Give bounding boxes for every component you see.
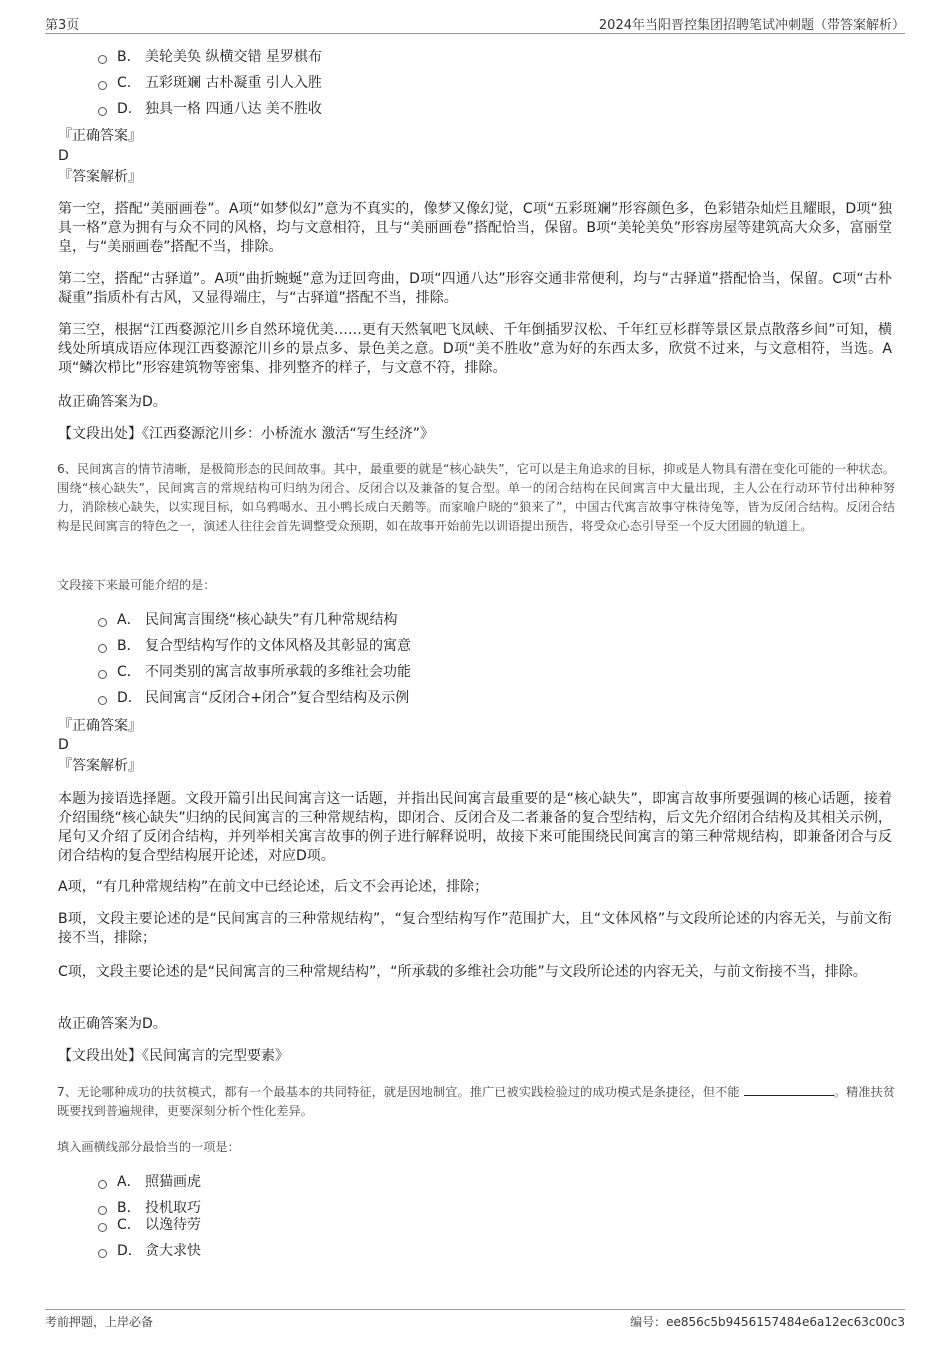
q7-option-a[interactable]: A． 照猫画虎 (98, 1172, 201, 1192)
page-number: 第3页 (45, 18, 80, 33)
document-title: 2024年当阳晋控集团招聘笔试冲刺题（带答案解析） (598, 18, 905, 33)
footer-slogan: 考前押题，上岸必备 (45, 1315, 154, 1329)
q6-answer: D (58, 737, 69, 753)
q7-prompt: 填入画横线部分最恰当的一项是： (57, 1140, 240, 1154)
radio-icon[interactable] (98, 618, 107, 627)
q7-option-c[interactable]: C． 以逸待劳 (98, 1215, 201, 1235)
q7-option-b[interactable]: B． 投机取巧 (98, 1198, 201, 1218)
page-footer (45, 1313, 905, 1333)
q6-option-a[interactable]: A． 民间寓言围绕“核心缺失”有几种常规结构 (98, 610, 398, 630)
footer-divider (45, 1309, 905, 1310)
q6-prompt: 文段接下来最可能介绍的是： (57, 578, 216, 592)
radio-icon[interactable] (98, 107, 107, 116)
radio-icon[interactable] (98, 1180, 107, 1189)
q5-conclusion: 故正确答案为D。 (58, 394, 167, 410)
q5-answer-tag: 『正确答案』 (58, 128, 142, 144)
radio-icon[interactable] (98, 696, 107, 705)
q5-analysis-tag: 『答案解析』 (58, 169, 142, 185)
radio-icon[interactable] (98, 670, 107, 679)
q5-option-d[interactable]: D. 独具一格 四通八达 美不胜收 (98, 99, 322, 119)
q6-option-b[interactable]: B． 复合型结构写作的文体风格及其彰显的寓意 (98, 636, 411, 656)
fill-blank (744, 1083, 834, 1096)
q6-conclusion: 故正确答案为D。 (58, 1016, 167, 1032)
q6-option-c[interactable]: C． 不同类别的寓言故事所承载的多维社会功能 (98, 662, 411, 682)
q6-source: 【文段出处】《民间寓言的完型要素》 (58, 1048, 289, 1064)
header-divider (45, 33, 905, 34)
q7-stem: 7、无论哪种成功的扶贫模式，都有一个最基本的共同特征，就是因地制宜。推广已被实践检验过的成功模式是条捷径，但不能 。精准扶贫既要找到普遍规律，更要深刻分析个性化差异。 (57, 1085, 896, 1118)
q6-analysis-c: C项，文段主要论述的是“民间寓言的三种常规结构”，“所承载的多维社会功能”与文段所论述的内容无关，与前文衔接不当，排除。 (58, 964, 867, 980)
radio-icon[interactable] (98, 1249, 107, 1258)
radio-icon[interactable] (98, 1223, 107, 1232)
q6-analysis-b: B项，文段主要论述的是“民间寓言的三种常规结构”，“复合型结构写作”范围扩大，且“文体风格”与文段所论述的内容无关，与前文衔接不当，排除； (58, 911, 892, 946)
q5-option-c[interactable]: C. 五彩斑斓 古朴凝重 引人入胜 (98, 73, 322, 93)
q5-analysis-2: 第二空，搭配“古驿道”。A项“曲折蜿蜒”意为迂回弯曲，D项“四通八达”形容交通非常便利，均与“古驿道”搭配恰当，保留。C项“古朴凝重”指质朴有古风，又显得端庄，与“古驿道”搭配不当，排除。 (58, 271, 892, 306)
q7-option-d[interactable]: D． 贪大求快 (98, 1241, 201, 1261)
document-id: 编号：ee856c5b9456157484e6a12ec63c00c3 (630, 1315, 905, 1329)
q6-option-d[interactable]: D． 民间寓言“反闭合+闭合”复合型结构及示例 (98, 688, 409, 708)
q6-analysis-1: 本题为接语选择题。文段开篇引出民间寓言这一话题，并指出民间寓言最重要的是“核心缺失”，即寓言故事所要强调的核心话题，接着介绍围绕“核心缺失”归纳的民间寓言的三种常规结构，即闭合、反闭合及二者兼备的复合型结构，后文先介绍闭合结构及其相关示例，尾句又介绍了反闭合结构，并列举相关寓言故事的例子进行解释说明，故接下来可能围绕民间寓言的第三种常规结构，即兼备闭合与反闭合结构的复合型结构展开论述，对应D项。 (58, 791, 892, 864)
q6-answer-tag: 『正确答案』 (58, 718, 142, 734)
q5-analysis-3: 第三空，根据“江西婺源沱川乡自然环境优美……更有天然氧吧飞凤峡、千年倒插罗汉松、千年红豆杉群等景区景点散落乡间”可知，横线处所填成语应体现江西婺源沱川乡的景点多、景色美之意。D项“美不胜收”意为好的东西太多，欣赏不过来，与文意相符，当选。A项“鳞次栉比”形容建筑物等密集、排列整齐的样子，与文意不符，排除。 (58, 322, 892, 376)
q5-answer: D (58, 148, 69, 164)
radio-icon[interactable] (98, 55, 107, 64)
radio-icon[interactable] (98, 1206, 107, 1215)
q6-stem: 6、民间寓言的情节清晰，是极简形态的民间故事。其中，最重要的就是“核心缺失”，它可以是主角追求的目标，抑或是人物具有潜在变化可能的一种状态。围绕“核心缺失”，民间寓言的常规结构可归纳为闭合、反闭合以及兼备的复合型。单一的闭合结构在民间寓言中大量出现，主人公在行动环节付出种种努力，消除核心缺失，以实现目标，如乌鸦喝水、丑小鸭长成白天鹅等。而家喻户晓的“狼来了”，中国古代寓言故事守株待兔等，皆为反闭合结构。反闭合结构是民间寓言的特色之一，演述人往往会首先调整受众预期，如在故事开始前先以训语提出预告，将受众心态引导至一个反大团圆的轨道上。 (57, 462, 895, 533)
q5-source: 【文段出处】《江西婺源沱川乡：小桥流水 激活“写生经济”》 (58, 426, 434, 442)
radio-icon[interactable] (98, 81, 107, 90)
q6-analysis-a: A项，“有几种常规结构”在前文中已经论述，后文不会再论述，排除； (58, 879, 489, 895)
radio-icon[interactable] (98, 644, 107, 653)
q5-option-b[interactable]: B. 美轮美奂 纵横交错 星罗棋布 (98, 47, 322, 67)
q5-analysis-1: 第一空，搭配“美丽画卷”。A项“如梦似幻”意为不真实的，像梦又像幻觉，C项“五彩斑斓”形容颜色多，色彩错杂灿烂且耀眼，D项“独具一格”意为拥有与众不同的风格，均与文意相符，且与“美丽画卷”搭配恰当，保留。B项“美轮美奂”形容房屋等建筑高大众多，富丽堂皇，与“美丽画卷”搭配不当，排除。 (58, 201, 892, 255)
page-header (45, 14, 905, 34)
q6-analysis-tag: 『答案解析』 (58, 758, 142, 774)
